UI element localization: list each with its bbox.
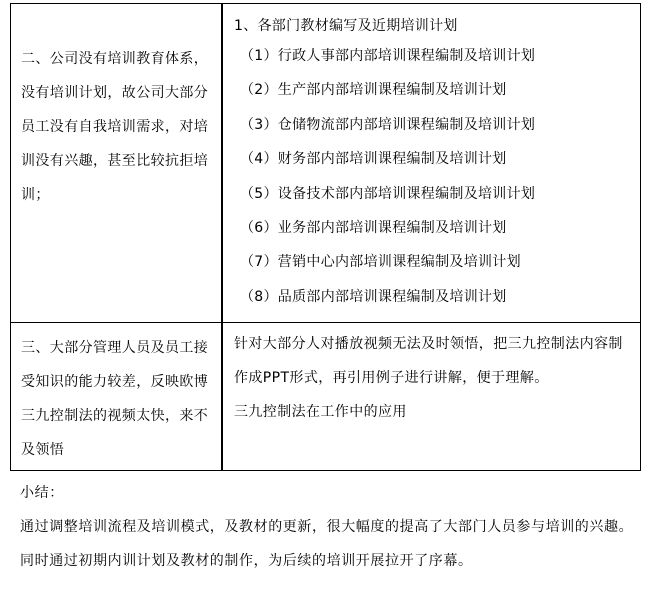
solution-heading: 1、各部门教材编写及近期培训计划 (234, 18, 458, 34)
solution-cell (222, 323, 641, 471)
solution-list (223, 4, 640, 314)
table-row (11, 323, 641, 471)
solution-cell (222, 4, 641, 323)
list-item: （3）仓储物流部内部培训课程编制及培训计划 (240, 116, 536, 133)
summary-section (20, 476, 640, 578)
table-row (11, 4, 641, 323)
problem-text: 二、公司没有培训教育体系，没有培训计划，故公司大部分员工没有自我培训需求，对培训没有兴趣，甚至比较抗拒培训； (21, 51, 209, 203)
list-item: （2）生产部内部培训课程编制及培训计划 (240, 82, 507, 99)
solution-paragraph: 针对大部分人对播放视频无法及时领悟，把三九控制法内容制作成PPT形式，再引用例子进行讲解，便于理解。 (234, 336, 623, 386)
problem-text: 三、大部分管理人员及员工接受知识的能力较差，反映欧博三九控制法的视频太快，来不及领悟 (21, 340, 209, 458)
list-item: （5）设备技术部内部培训课程编制及培训计划 (240, 185, 536, 202)
summary-body: 通过调整培训流程及培训模式，及教材的更新，很大幅度的提高了大部门人员参与培训的兴趣。同时通过初期内训计划及教材的制作，为后续的培训开展拉开了序幕。 (20, 519, 634, 569)
list-item: （1）行政人事部内部培训课程编制及培训计划 (240, 48, 536, 64)
list-item: （7）营销中心内部培训课程编制及培训计划 (240, 254, 521, 271)
list-item: （8）品质部内部培训课程编制及培训计划 (240, 288, 507, 305)
solution-text (223, 323, 640, 429)
problem-cell (11, 4, 223, 323)
list-item: （6）业务部内部培训课程编制及培训计划 (240, 219, 507, 236)
summary-heading: 小结： (20, 485, 64, 501)
list-item: （4）财务部内部培训课程编制及培训计划 (240, 151, 507, 168)
problem-cell (11, 323, 223, 471)
training-plan-table (10, 3, 641, 471)
solution-paragraph: 三九控制法在工作中的应用 (234, 404, 407, 420)
